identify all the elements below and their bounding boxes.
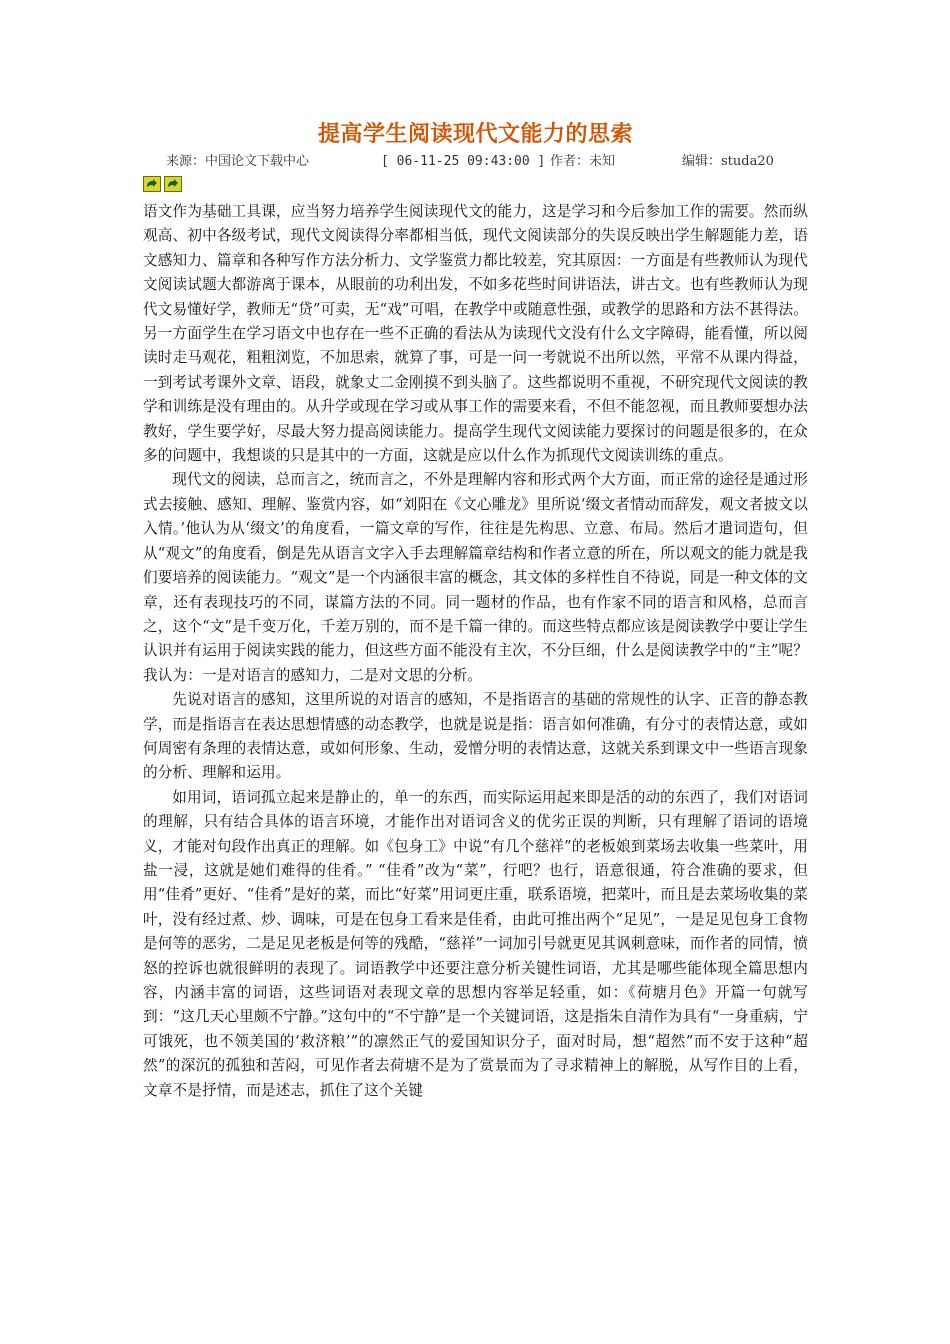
source-label: 来源：中国论文下载中心 — [166, 154, 310, 169]
article-meta — [143, 152, 808, 172]
icon-bar — [143, 176, 808, 196]
publish-date: [ 06-11-25 09:43:00 ] — [381, 154, 546, 169]
paragraph: 先说对语言的感知，这里所说的对语言的感知，不是指语言的基础的常规性的认字、正音的静态教学，而是指语言在表达思想情感的动态教学，也就是说是指：语言如何准确，有分寸的表情达意，或如何周密有条理的表情达意，或如何形象、生动，爱憎分明的表情达意，这就关系到课文中一些语言现象的分析、理解和运用。 — [143, 691, 808, 782]
editor-label: 编辑：studa20 — [682, 154, 774, 169]
article-body — [143, 200, 808, 1103]
link-arrow-icon[interactable] — [164, 176, 182, 192]
paragraph: 如用词，语词孤立起来是静止的，单一的东西，而实际运用起来即是活的动的东西了，我们对语词的理解，只有结合具体的语言环境，才能作出对语词含义的优劣正误的判断，只有理解了语词的语境义，才能对句段作出真正的理解。如《包身工》中说“有几个慈祥”的老板娘到菜场去收集一些菜叶，用盐一浸，这就是她们难得的佳肴。” “佳肴”改为“菜”，行吧？也行，语意很通，符合准确的要求，但用“佳肴”更好、“佳肴”是好的菜，而比“好菜”用词更庄重，联系语境，把菜叶，而且是去菜场收集的菜叶，没有经过煮、炒、调味，可是在包身工看来是佳肴，由此可推出两个“足见”，一是足见包身工食物是何等的恶劣，二是足见老板是何等的残酷，“慈祥”一词加引号就更见其讽刺意味，而作者的同情，愤怒的控诉也就很鲜明的表现了。词语教学中还要注意分析关键性词语，尤其是哪些能体现全篇思想内容，内涵丰富的词语，这些词语对表现文章的思想内容举足轻重，如：《荷塘月色》开篇一句就写到：“这几天心里颇不宁静。”这句中的“不宁静”是一个关键词语，这是指朱自清作为具有“一身重病，宁可饿死，也不领美国的‘救济粮’”的凛然正气的爱国知识分子，面对时局，想“超然”而不安于这种“超然”的深沉的孤独和苦闷，可见作者去荷塘不是为了赏景而为了寻求精神上的解脱，从写作目的上看，文章不是抒情，而是述志，抓住了这个关键 — [143, 788, 808, 1099]
link-arrow-icon[interactable] — [143, 176, 161, 192]
author-label: 作者：未知 — [550, 154, 616, 169]
article — [143, 118, 808, 1103]
paragraph: 语文作为基础工具课，应当努力培养学生阅读现代文的能力，这是学习和今后参加工作的需要。然而纵观高、初中各级考试，现代文阅读得分率都相当低，现代文阅读部分的失误反映出学生解题能力差，语文感知力、篇章和各种写作方法分析力、文学鉴赏力都比较差，究其原因：一方面是有些教师认为现代文阅读试题大都游离于课本，从眼前的功利出发，不如多花些时间讲语法，讲古文。也有些教师认为现代文易懂好学，教师无“贷”可卖，无“戏”可唱，在教学中或随意性强，或教学的思路和方法不甚得法。另一方面学生在学习语文中也存在一些不正确的看法从为读现代文没有什么文字障碍，能看懂，所以阅读时走马观花，粗粗浏览，不加思索，就算了事，可是一问一考就说不出所以然，平常不从课内得益，一到考试考课外文章、语段，就象丈二金刚摸不到头脑了。这些都说明不重视，不研究现代文阅读的教学和训练是没有理由的。从升学或现在学习或从事工作的需要来看，不但不能忽视，而且教师要想办法教好，学生要学好，尽最大努力提高阅读能力。提高学生现代文阅读能力要探讨的问题是很多的，在众多的问题中，我想谈的只是其中的一方面，这就是应以什么作为抓现代文阅读训练的重点。 — [143, 203, 808, 465]
article-title: 提高学生阅读现代文能力的思索 — [317, 122, 633, 147]
paragraph: 现代文的阅读，总而言之，统而言之，不外是理解内容和形式两个大方面，而正常的途径是通过形式去接触、感知、理解、鉴赏内容，如“刘阳在《文心雕龙》里所说‘缀文者情动而辞发，观文者披文以入情。’他认为从‘缀文’的角度看，一篇文章的写作，往往是先构思、立意、布局。然后才遣词造句，但从“观文”的角度看，倒是先从语言文字入手去理解篇章结构和作者立意的所在，所以观文的能力就是我们要培养的阅读能力。“观文”是一个内涵很丰富的概念，其文体的多样性自不待说，同是一种文体的文章，还有表现技巧的不同，谋篇方法的不同。同一题材的作品，也有作家不同的语言和风格，总而言之，这个“文”是千变万化，千差万别的，而不是千篇一律的。而这些特点都应该是阅读教学中要让学生认识并有运用于阅读实践的能力，但这些方面不能没有主次，不分巨细，什么是阅读教学中的“主”呢？我认为：一是对语言的感知力，二是对文思的分析。 — [143, 471, 808, 684]
